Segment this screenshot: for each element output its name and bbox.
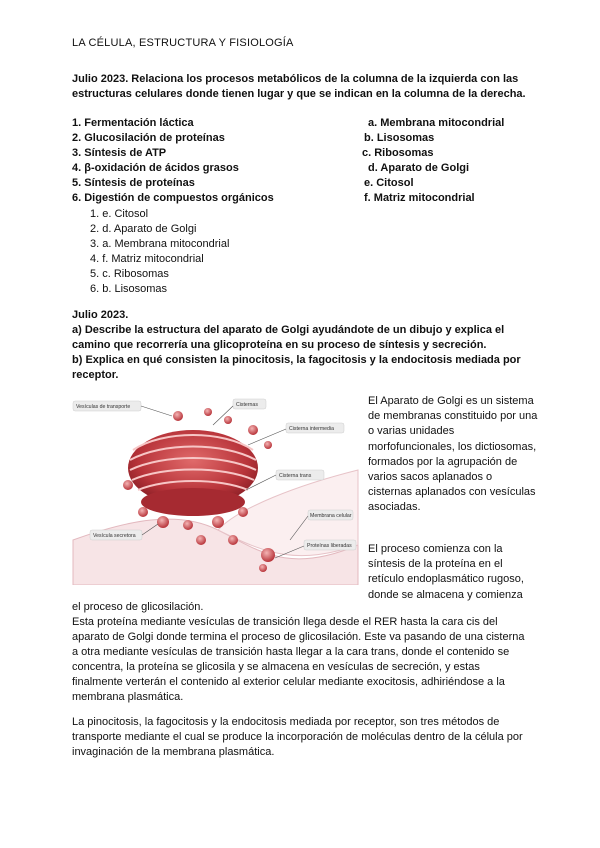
transport-paragraph: Esta proteína mediante vesículas de transición llega desde el RER hasta la cara cis del aparato de Golgi donde termina el proceso de glicosilación. Este va pasando de una cisterna a otra mediante vesículas de transición hasta llegar a la cara trans, donde el contenido se concentra, la proteína se glicosila y se almacena en vesículas de secreción, y estas finalmente verterán el contenido al exterior celular mediante exocitosis, adhiriéndose a la membrana plasmática. <box>72 616 525 703</box>
svg-text:Cisterna intermedia: Cisterna intermedia <box>289 426 334 432</box>
svg-text:Vesículas de transporte: Vesículas de transporte <box>76 404 131 410</box>
question-2-heading: Julio 2023. <box>72 309 129 321</box>
svg-text:Membrana celular: Membrana celular <box>310 513 352 519</box>
process-item: 5. Síntesis de proteínas <box>72 177 195 189</box>
question-2-part-a: a) Describe la estructura del aparato de Golgi ayudándote de un dibujo y explica el camino que recorrería una glicoproteína en su proceso de síntesis y secreción. <box>72 324 505 351</box>
process-description: El proceso comienza con la síntesis de la proteína en el retículo endoplasmático rugoso, donde se almacena y comienza <box>368 543 524 601</box>
process-item: 6. Digestión de compuestos orgánicos <box>72 192 274 204</box>
process-item: 1. Fermentación láctica <box>72 117 194 129</box>
svg-text:Cisterna trans: Cisterna trans <box>279 473 312 479</box>
svg-text:Vesícula secretora: Vesícula secretora <box>93 533 136 539</box>
svg-text:Proteínas liberadas: Proteínas liberadas <box>307 543 352 549</box>
label-internal-cistern <box>248 423 344 445</box>
page-header: LA CÉLULA, ESTRUCTURA Y FISIOLOGÍA <box>72 37 294 49</box>
question-2-part-b: b) Explica en qué consisten la pinocitosis, la fagocitosis y la endocitosis mediada por receptor. <box>72 354 521 381</box>
golgi-apparatus-figure <box>68 390 363 585</box>
label-transport <box>73 401 172 416</box>
golgi-description: El Aparato de Golgi es un sistema de membranas constituido por una o varias unidades morfofuncionales, los dictiosomas, formados por la agrupación de varios sacos aplanados o cisternas aplanados con vesículas asociadas. <box>368 395 538 514</box>
question-1-statement: Julio 2023. Relaciona los procesos metabólicos de la columna de la izquierda con las estructuras celulares donde tienen lugar y que se indican en la columna de la derecha. <box>72 73 526 100</box>
answer-item: 6. b. Lisosomas <box>90 283 168 295</box>
structure-item: c. Ribosomas <box>362 147 434 159</box>
answer-item: 3. a. Membrana mitocondrial <box>90 238 230 250</box>
answer-item: 4. f. Matriz mitocondrial <box>90 253 204 265</box>
structure-item: f. Matriz mitocondrial <box>364 192 475 204</box>
answer-item: 5. c. Ribosomas <box>90 268 169 280</box>
endocytosis-paragraph: La pinocitosis, la fagocitosis y la endocitosis mediada por receptor, son tres métodos de transporte mediante el cual se produce la incorporación de moléculas dentro de la célula por invaginación de la membrana plasmática. <box>72 716 523 758</box>
answer-item: 1. e. Citosol <box>90 208 149 220</box>
glycosylation-line: el proceso de glicosilación. <box>72 601 204 613</box>
golgi-stack <box>128 430 258 516</box>
question-2 <box>72 308 532 383</box>
answer-item: 2. d. Aparato de Golgi <box>90 223 197 235</box>
structure-item: a. Membrana mitocondrial <box>368 117 505 129</box>
structure-item: d. Aparato de Golgi <box>368 162 470 174</box>
svg-text:Cisternas: Cisternas <box>236 402 258 408</box>
structure-item: b. Lisosomas <box>364 132 435 144</box>
process-item: 3. Síntesis de ATP <box>72 147 167 159</box>
process-item: 2. Glucosilación de proteínas <box>72 132 225 144</box>
process-item: 4. β-oxidación de ácidos grasos <box>72 162 239 174</box>
label-cisternae <box>213 399 266 425</box>
structure-item: e. Citosol <box>364 177 414 189</box>
